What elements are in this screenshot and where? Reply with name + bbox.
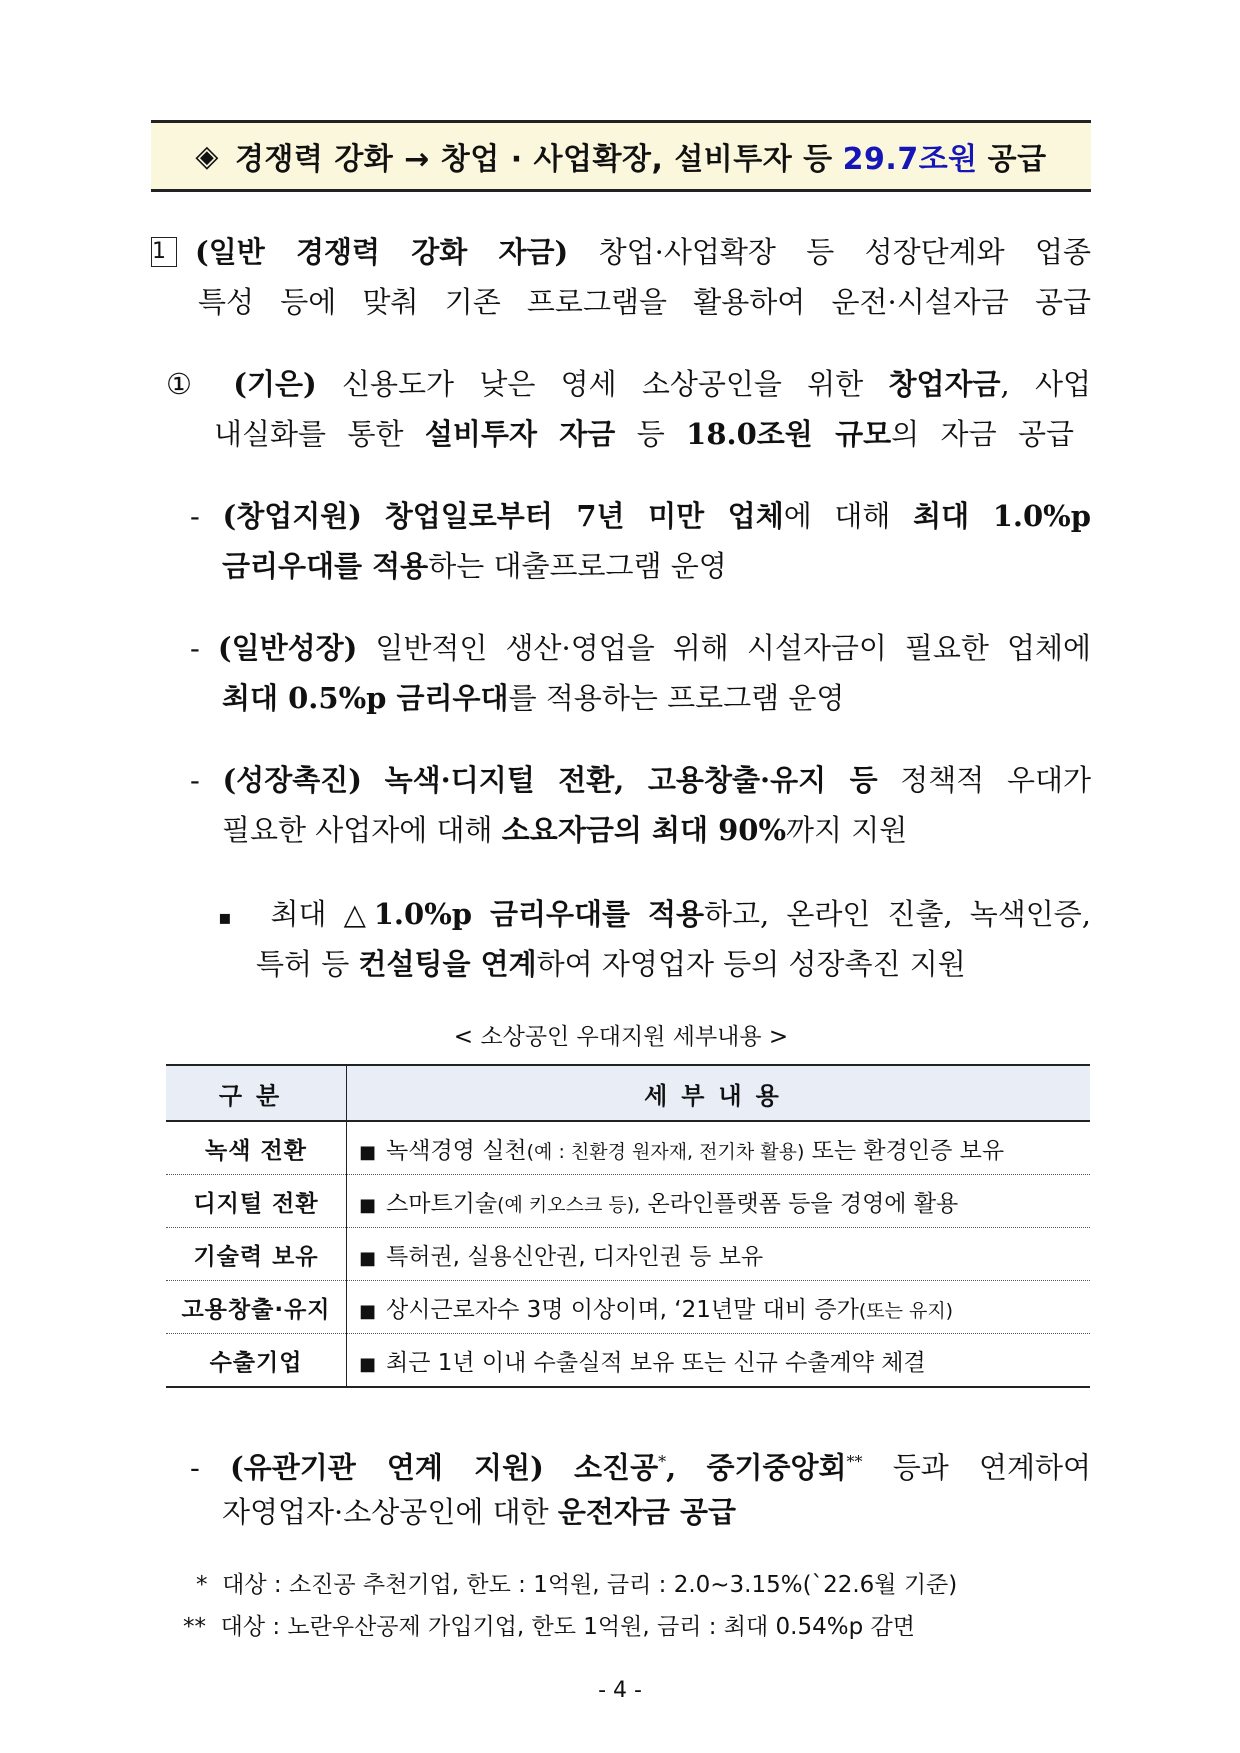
item1-bold2b: 설비투자 자금 [424,417,616,451]
bullet1-text-c: 하고, 온라인 진출, 녹색인증, [704,897,1092,931]
footnote-mark: * [658,1452,667,1471]
dash4-text2a: 자영업자·소상공인에 대한 [222,1495,549,1529]
headline-suffix: 공급 [987,142,1047,177]
row-category: 고용창출·유지 [166,1281,347,1334]
dash1-bold2: 금리우대를 적용 [222,549,429,583]
dash1-title: (창업지원) [222,499,362,533]
footnote-text: 대상 : 소진공 추천기업, 한도 : 1억원, 금리 : 2.0~3.15%(`22.6월 기준) [222,1572,958,1598]
row-category: 기술력 보유 [166,1228,347,1281]
bullet-square-icon: ■ [359,1353,377,1375]
bullet1-bold: △1.0%p 금리우대를 적용 [343,897,705,931]
dash3-text2c: 까지 지원 [786,813,908,847]
row-category: 녹색 전환 [166,1121,347,1175]
item1-text2a: 내실화를 통한 [214,417,404,451]
bullet1-text2a: 특허 등 [256,947,350,981]
section-headline [151,120,1091,192]
item1-text2e: 의 자금 공급 [891,417,1075,451]
dash-marker: - [190,631,200,665]
dash3-line2 [222,804,907,856]
dash2-title: (일반성장) [217,631,358,665]
row-detail: ■ 최근 1년 이내 수출실적 보유 또는 신규 수출계약 체결 [347,1334,1091,1388]
dash2-line1 [190,622,1091,674]
row-detail: ■ 스마트기술(예 키오스크 등), 온라인플랫폼 등을 경영에 활용 [347,1175,1091,1228]
item1-text-c: , 사업 [1000,367,1092,401]
diamond-icon: ◈ [195,138,219,174]
row-detail: ■ 녹색경영 실천(예 : 친환경 원자재, 전기차 활용) 또는 환경인증 보유 [347,1121,1091,1175]
footnote-2 [183,1608,915,1641]
table-row [166,1228,1090,1281]
dash1-line1 [190,490,1091,542]
bullet1-text: 최대 [270,897,327,931]
footnote-text: 대상 : 노란우산공제 가입기업, 한도 1억원, 금리 : 최대 0.54%p 감면 [220,1614,915,1640]
headline-prefix: 경쟁력 강화 → 창업 · 사업확장, 설비투자 등 [234,142,833,177]
dash1-text2: 하는 대출프로그램 운영 [428,549,727,583]
item1-title: (기은) [233,367,317,401]
headline-amount: 29.7조원 [842,142,978,177]
dash4-text: 등과 연계하여 [892,1450,1092,1485]
footnote-mark: ** [183,1614,206,1640]
dash4-org2: 중기중앙회 [706,1450,847,1485]
bullet1-line2 [256,938,966,990]
row-detail: ■ 특허권, 실용신안권, 디자인권 등 보유 [347,1228,1091,1281]
dash-marker: - [190,1450,200,1485]
item1-text: 신용도가 낮은 영세 소상공인을 위한 [342,367,864,401]
table-header-row [166,1065,1090,1121]
table-row [166,1175,1090,1228]
dash4-bold2b: 운전자금 공급 [557,1495,736,1529]
dash1-line2 [222,540,727,592]
section1-line2 [198,276,1091,328]
table-row [166,1121,1090,1175]
dash2-text2: 를 적용하는 프로그램 운영 [508,681,845,715]
dash4-line2 [222,1486,736,1538]
dash4-sep: , [666,1450,677,1485]
row-category: 수출기업 [166,1334,347,1388]
table-row [166,1334,1090,1388]
dash4-org1: 소진공 [574,1450,659,1485]
dash1-text: 에 대해 [783,499,891,533]
row-category: 디지털 전환 [166,1175,347,1228]
dash2-bold2: 최대 0.5%p 금리우대 [222,681,509,715]
dash2-text: 일반적인 생산·영업을 위해 시설자금이 필요한 업체에 [375,631,1092,665]
item1-bold: 창업자금 [888,367,1001,401]
section1-title: (일반 경쟁력 강화 자금) [195,235,569,269]
support-detail-table [166,1064,1090,1388]
dash4-title: (유관기관 연계 지원) [230,1450,544,1485]
circled-one-marker: ① [166,367,209,401]
dash3-bold: 녹색·디지털 전환, 고용창출·유지 등 [384,763,878,797]
bullet-square-icon: ■ [359,1141,377,1163]
bullet1-bold2b: 컨설팅을 연계 [358,947,537,981]
dash3-bold2b: 소요자금의 최대 90% [501,813,786,847]
bullet-square-icon: ■ [359,1194,377,1216]
bullet-square-icon: ■ [359,1300,377,1322]
table-row [166,1281,1090,1334]
row-detail: ■ 상시근로자수 3명 이상이며, ‘21년말 대비 증가(또는 유지) [347,1281,1091,1334]
bullet1-line1 [218,888,1091,943]
item1-text2c: 등 [636,417,665,451]
header-detail: 세부내용 [347,1065,1091,1121]
footnote-mark: * [196,1572,208,1598]
table-caption: < 소상공인 우대지원 세부내용 > [453,1024,789,1050]
footnote-1 [196,1566,957,1599]
dash1-bold-c: 최대 1.0%p [913,499,1092,533]
dash-marker: - [190,763,200,797]
bullet1-text2c: 하여 자영업자 등의 성장촉진 지원 [536,947,966,981]
item1-line1 [166,358,1091,410]
item1-bold2d: 18.0조원 규모 [686,417,892,451]
dash4-line1 [190,1436,1091,1494]
header-category: 구분 [166,1065,347,1121]
dash2-line2 [222,672,844,724]
dash-marker: - [190,499,200,533]
dash1-bold: 창업일로부터 7년 미만 업체 [384,499,784,533]
item1-line2 [214,408,1074,460]
bullet-square-icon: ■ [359,1247,377,1269]
dash3-title: (성장촉진) [222,763,362,797]
section-number-box: 1 [151,237,177,267]
dash3-text: 정책적 우대가 [900,763,1092,797]
section1-line1 [151,226,1091,278]
section1-text: 창업·사업확장 등 성장단계와 업종 [598,235,1092,269]
footnote-mark: ** [846,1452,863,1471]
bullet-square-icon: ▪ [218,905,240,929]
page-number: - 4 - [598,1678,642,1703]
dash3-line1 [190,754,1091,806]
dash3-text2a: 필요한 사업자에 대해 [222,813,493,847]
section1-text2: 특성 등에 맞춰 기존 프로그램을 활용하여 운전·시설자금 공급 [198,285,1091,319]
